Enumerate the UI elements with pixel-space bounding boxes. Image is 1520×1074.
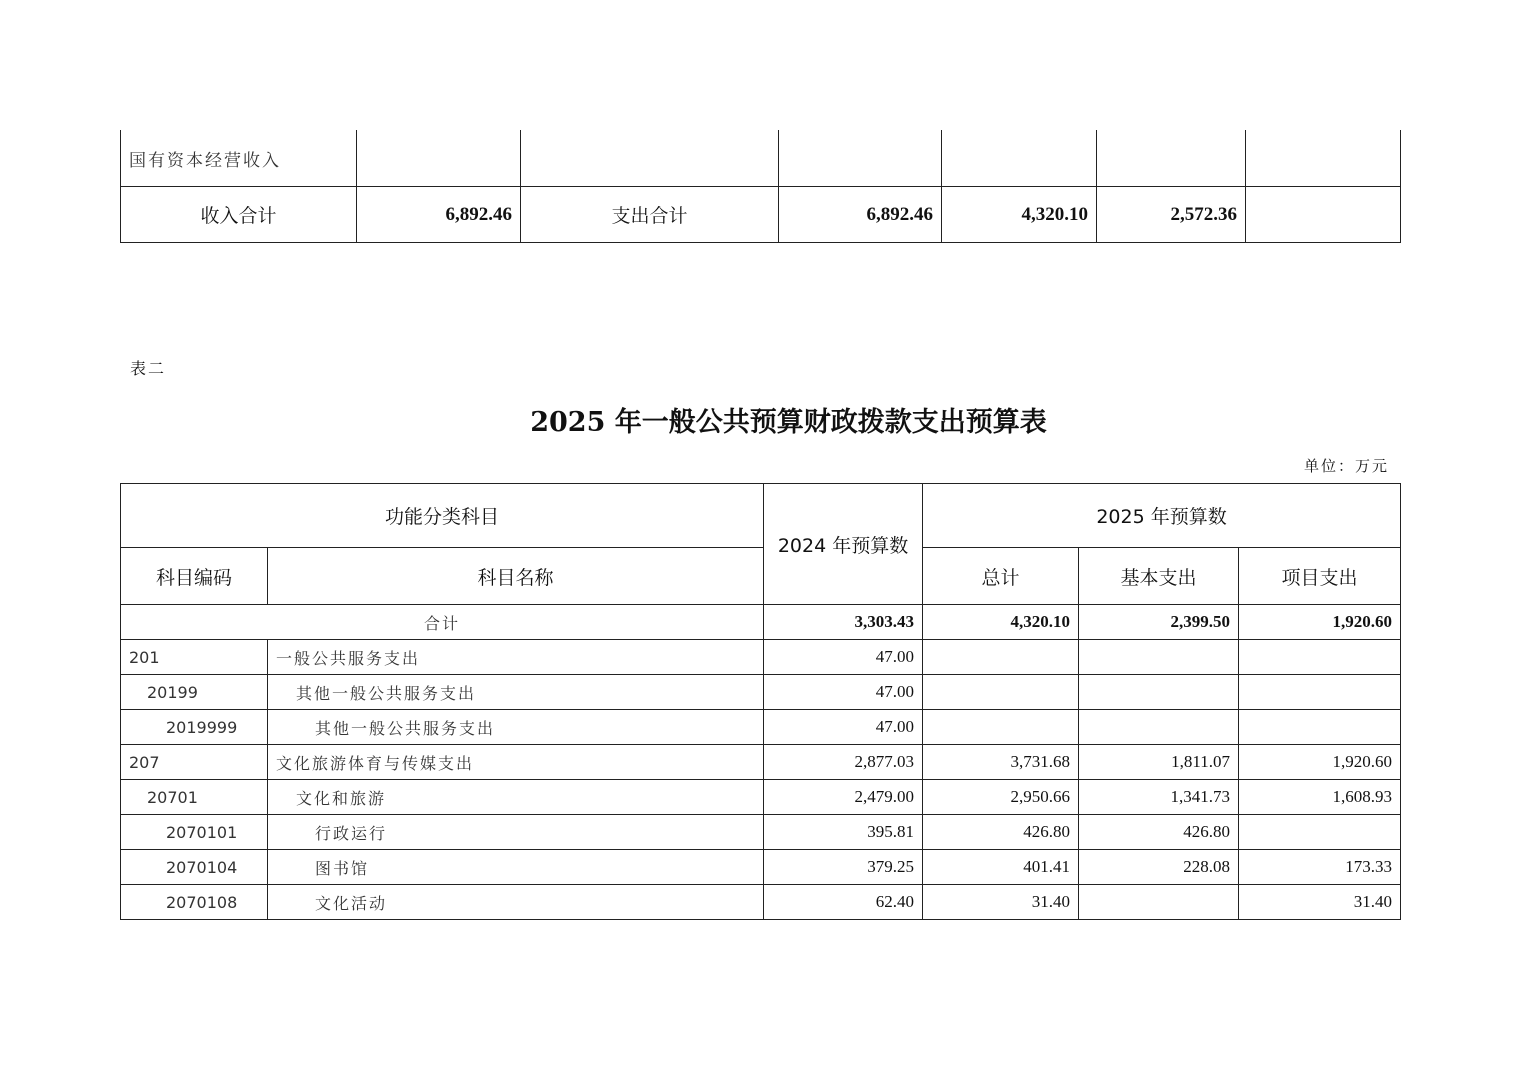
row-project (1239, 815, 1401, 850)
budget-2024-header: 2024 年预算数 (764, 484, 923, 605)
row-b2024: 47.00 (764, 675, 923, 710)
unit-label: 单位：万元 (1303, 457, 1389, 475)
func-class-header: 功能分类科目 (121, 484, 764, 548)
row-code: 2070108 (121, 885, 268, 920)
row-total: 2,950.66 (923, 780, 1079, 815)
row-basic: 228.08 (1079, 850, 1239, 885)
name-header: 科目名称 (268, 548, 764, 605)
row-name: 图书馆 (268, 850, 764, 885)
row-code: 2019999 (121, 710, 268, 745)
header-row (121, 484, 1401, 548)
table-row (121, 815, 1401, 850)
table-row (121, 710, 1401, 745)
row-total: 31.40 (923, 885, 1079, 920)
table-row (121, 780, 1401, 815)
row-total: 426.80 (923, 815, 1079, 850)
table-row (121, 885, 1401, 920)
row-project: 1,608.93 (1239, 780, 1401, 815)
row-b2024: 47.00 (764, 640, 923, 675)
income-total-label: 收入合计 (121, 187, 357, 243)
project-header: 项目支出 (1239, 548, 1401, 605)
state-capital-income-label: 国有资本经营收入 (121, 130, 357, 187)
row-name: 文化活动 (268, 885, 764, 920)
row-total (923, 640, 1079, 675)
row-basic (1079, 675, 1239, 710)
table-row (121, 130, 1401, 187)
row-name: 文化和旅游 (268, 780, 764, 815)
row-b2024: 379.25 (764, 850, 923, 885)
header-row (121, 548, 1401, 605)
row-total: 3,731.68 (923, 745, 1079, 780)
sum-label: 合计 (121, 605, 764, 640)
table-row (121, 675, 1401, 710)
row-basic: 1,811.07 (1079, 745, 1239, 780)
row-code: 20701 (121, 780, 268, 815)
row-basic (1079, 710, 1239, 745)
row-b2024: 62.40 (764, 885, 923, 920)
sum-row (121, 605, 1401, 640)
row-name: 其他一般公共服务支出 (268, 675, 764, 710)
total-header: 总计 (923, 548, 1079, 605)
row-code: 201 (121, 640, 268, 675)
table-row (121, 640, 1401, 675)
sum-total: 4,320.10 (923, 605, 1079, 640)
row-project (1239, 710, 1401, 745)
row-code: 20199 (121, 675, 268, 710)
row-total (923, 675, 1079, 710)
row-basic (1079, 885, 1239, 920)
row-total (923, 710, 1079, 745)
budget-2025-header: 2025 年预算数 (923, 484, 1401, 548)
row-code: 207 (121, 745, 268, 780)
row-name: 行政运行 (268, 815, 764, 850)
row-name: 一般公共服务支出 (268, 640, 764, 675)
row-code: 2070104 (121, 850, 268, 885)
row-b2024: 2,479.00 (764, 780, 923, 815)
expense-total-label: 支出合计 (521, 187, 779, 243)
income-total-value: 6,892.46 (357, 187, 521, 243)
row-b2024: 47.00 (764, 710, 923, 745)
sum-basic: 2,399.50 (1079, 605, 1239, 640)
income-expense-summary-table (120, 130, 1401, 243)
row-project: 173.33 (1239, 850, 1401, 885)
row-b2024: 2,877.03 (764, 745, 923, 780)
table-number: 表二 (130, 359, 167, 378)
row-basic: 1,341.73 (1079, 780, 1239, 815)
row-code: 2070101 (121, 815, 268, 850)
page-title: 2025 年一般公共预算财政拨款支出预算表 (530, 407, 1047, 438)
expense-col6-value: 2,572.36 (1097, 187, 1246, 243)
table-row (121, 850, 1401, 885)
basic-header: 基本支出 (1079, 548, 1239, 605)
expense-col5-value: 4,320.10 (942, 187, 1097, 243)
row-b2024: 395.81 (764, 815, 923, 850)
row-name: 文化旅游体育与传媒支出 (268, 745, 764, 780)
budget-expenditure-table (120, 483, 1401, 920)
total-row (121, 187, 1401, 243)
row-project (1239, 640, 1401, 675)
expense-total-value: 6,892.46 (779, 187, 942, 243)
row-name: 其他一般公共服务支出 (268, 710, 764, 745)
sum-project: 1,920.60 (1239, 605, 1401, 640)
row-project (1239, 675, 1401, 710)
row-project: 1,920.60 (1239, 745, 1401, 780)
row-total: 401.41 (923, 850, 1079, 885)
row-project: 31.40 (1239, 885, 1401, 920)
table-row (121, 745, 1401, 780)
row-basic (1079, 640, 1239, 675)
code-header: 科目编码 (121, 548, 268, 605)
row-basic: 426.80 (1079, 815, 1239, 850)
sum-b2024: 3,303.43 (764, 605, 923, 640)
